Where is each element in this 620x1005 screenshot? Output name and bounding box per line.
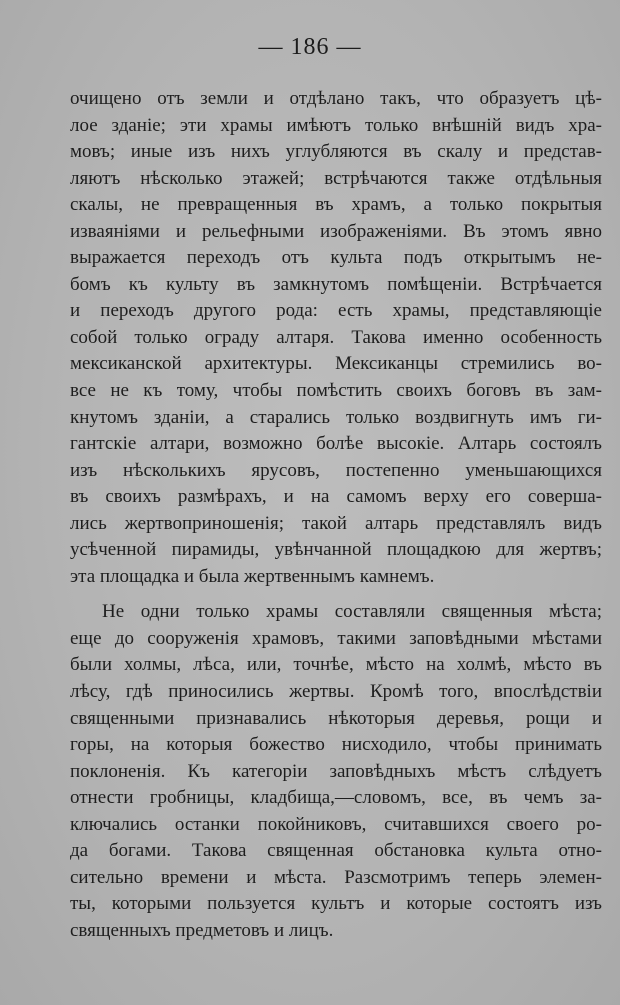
text-line: эта площадка и была жертвеннымъ камнемъ. (70, 565, 435, 587)
text-line: были холмы, лѣса, или, точнѣе, мѣсто на холмѣ, мѣсто въ (70, 654, 602, 676)
text-line: бомъ къ культу въ замкнутомъ помѣщеніи. Встрѣчается (70, 273, 602, 295)
page-number: — 186 — (258, 34, 362, 60)
text-line: и переходъ другого рода: есть храмы, представляющіе (70, 300, 602, 322)
paragraph-1 (70, 86, 602, 590)
text-line: скалы, не превращенныя въ храмъ, а только покрытыя (70, 194, 602, 216)
text-line: священныхъ предметовъ и лицъ. (70, 919, 334, 941)
text-line: отнести гробницы, кладбища,—словомъ, все, въ чемъ за- (70, 787, 602, 809)
text-line: сительно времени и мѣста. Разсмотримъ теперь элемен- (70, 866, 602, 888)
text-line: кнутомъ зданіи, а старались только воздвигнуть имъ ги- (70, 406, 602, 428)
text-line: изъ нѣсколькихъ ярусовъ, постепенно уменьшающихся (70, 459, 602, 481)
text-line: въ своихъ размѣрахъ, и на самомъ верху его соверша- (70, 486, 602, 508)
text-line: выражается переходъ отъ культа подъ открытымъ не- (70, 247, 602, 269)
text-line: ты, которыми пользуется культъ и которые состоятъ изъ (70, 893, 602, 915)
text-line: лѣсу, гдѣ приносились жертвы. Кромѣ того, впослѣдствіи (70, 681, 602, 703)
text-line: мексиканской архитектуры. Мексиканцы стремились во- (70, 353, 602, 375)
text-line: изваяніями и рельефными изображеніями. Въ этомъ явно (70, 220, 602, 242)
text-line: мовъ; иные изъ нихъ углубляются въ скалу и представ- (70, 141, 602, 163)
paragraph-2 (70, 599, 602, 944)
text-line: ляютъ нѣсколько этажей; встрѣчаются также отдѣльныя (70, 167, 602, 189)
text-line: собой только ограду алтаря. Такова именно особенность (70, 326, 602, 348)
body-text (70, 86, 602, 945)
text-line: усѣченной пирамиды, увѣнчанной площадкою для жертвъ; (70, 539, 602, 561)
text-line: очищено отъ земли и отдѣлано такъ, что образуетъ цѣ- (70, 88, 602, 109)
text-line: лое зданіе; эти храмы имѣютъ только внѣшній видъ хра- (70, 114, 602, 136)
text-line: горы, на которыя божество нисходило, чтобы принимать (70, 734, 602, 756)
text-line: Не одни только храмы составляли священныя мѣста; (102, 601, 602, 623)
text-line: ключались останки покойниковъ, считавшихся своего ро- (70, 813, 602, 835)
text-line: все не къ тому, чтобы помѣстить своихъ боговъ въ зам- (70, 380, 602, 402)
text-line: гантскіе алтари, возможно болѣе высокіе. Алтарь состоялъ (70, 433, 602, 455)
text-line: еще до сооруженія храмовъ, такими заповѣдными мѣстами (70, 627, 602, 649)
text-line: священными признавались нѣкоторыя деревья, рощи и (70, 707, 602, 729)
text-line: да богами. Такова священная обстановка культа отно- (70, 840, 602, 862)
text-line: лись жертвоприношенія; такой алтарь представлялъ видъ (70, 512, 602, 534)
text-line: поклоненія. Къ категоріи заповѣдныхъ мѣстъ слѣдуетъ (70, 760, 602, 782)
